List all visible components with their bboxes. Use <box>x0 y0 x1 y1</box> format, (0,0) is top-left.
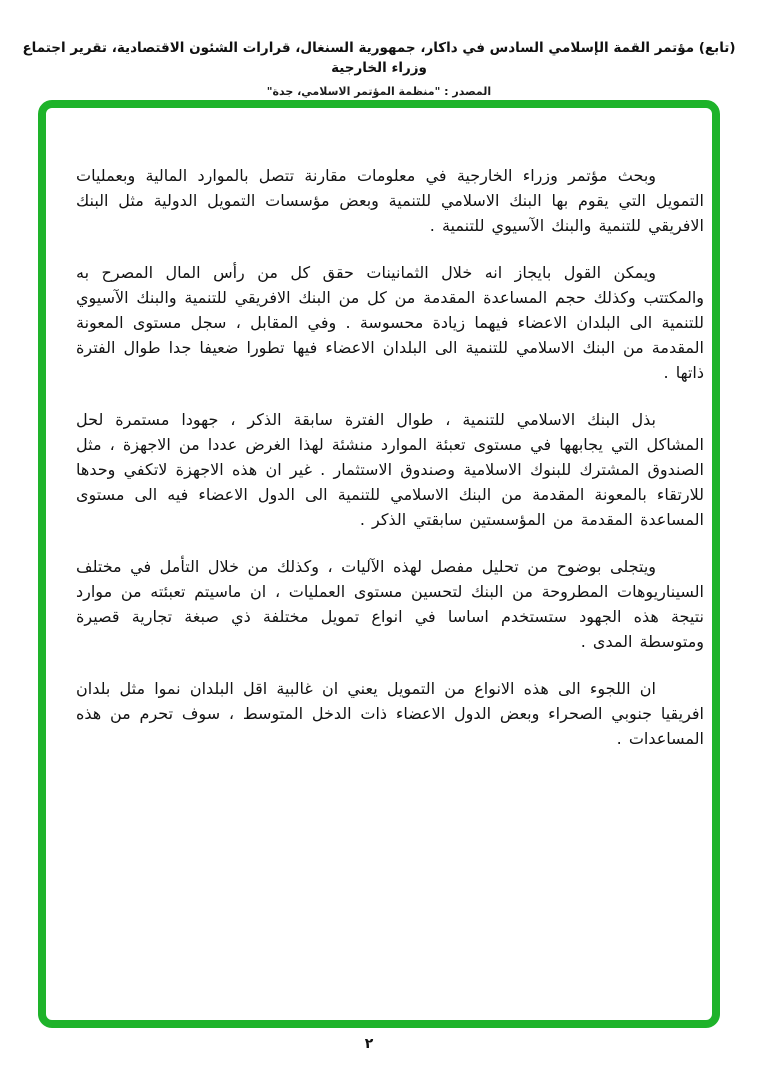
page-header <box>20 38 738 98</box>
page-number: ٢ <box>364 1036 374 1052</box>
paragraph-1: وبحث مؤتمر وزراء الخارجية في معلومات مقارنة تتصل بالموارد المالية وبعمليات التمويل التي يقوم بها البنك الاسلامي للتنمية وبعض مؤسسات التمويل الدولية مثل البنك الافريقي للتنمية والبنك الآسيوي للتنمية . <box>76 166 704 235</box>
paragraph-5: ان اللجوء الى هذه الانواع من التمويل يعني ان غالبية اقل البلدان نموا مثل بلدان افريقيا جنوبي الصحراء وبعض الدول الاعضاء ذات الدخل المتوسط ، سوف تحرم من هذه المساعدات . <box>76 679 704 748</box>
paragraph-2: ويمكن القول بايجاز انه خلال الثمانينات حقق كل من رأس المال المصرح به والمكتتب وكذلك حجم المساعدة المقدمة من كل من البنك الافريقي للتنمية والبنك الآسيوي للتنمية الى البلدان الاعضاء فيهما زيادة محسوسة . وفي المقابل ، سجل مستوى المعونة المقدمة من البنك الاسلامي للتنمية الى البلدان الاعضاء فيها تطورا ضعيفا جدا طوال الفترة ذاتها . <box>76 263 704 382</box>
green-border-frame <box>38 100 720 1028</box>
header-source: المصدر : "منظمة المؤتمر الاسلامي، جدة" <box>266 85 492 98</box>
document-body-text <box>46 108 712 1020</box>
paragraph-4: ويتجلى بوضوح من تحليل مفصل لهذه الآليات ، وكذلك من خلال التأمل في مختلف السيناريوهات المطروحة من البنك لتحسين مستوى العمليات ، ان ماسيتم تعبئته من موارد نتيجة هذه الجهود ستستخدم اساسا في انواع تمويل مختلفة ذي صبغة تجارية قصيرة ومتوسطة المدى . <box>76 557 704 651</box>
paragraph-3: بذل البنك الاسلامي للتنمية ، طوال الفترة سابقة الذكر ، جهودا مستمرة لحل المشاكل التي يجابهها في مستوى تعبئة الموارد منشئة لهذا الغرض عددا من الاجهزة ، مثل الصندوق المشترك للبنوك الاسلامية وصندوق الاستثمار . غير ان هذه الاجهزة لاتكفي وحدها للارتقاء بالمعونة المقدمة من البنك الاسلامي للتنمية الى الدول الاعضاء فيه الى مستوى المساعدة المقدمة من المؤسستين سابقتي الذكر . <box>76 410 704 529</box>
header-title: (تابع) مؤتمر القمة الإسلامي السادس في داكار، جمهورية السنغال، قرارات الشئون الاقتصادية، تقرير اجتماع وزراء الخارجية <box>22 40 736 76</box>
